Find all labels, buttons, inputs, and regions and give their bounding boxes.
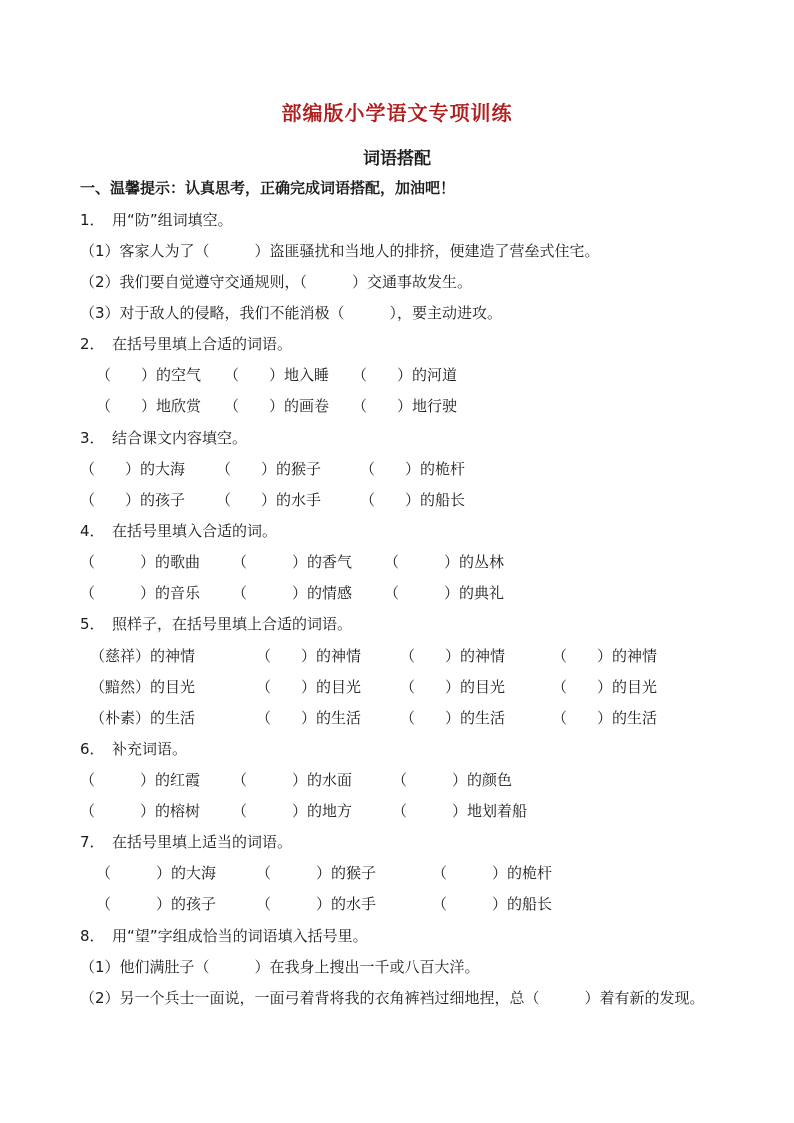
question-6-prompt: 6． 补充词语。 — [80, 740, 188, 758]
question-5-item: （ ）的生活 — [400, 709, 506, 727]
question-4-item: （ ）的香气 — [232, 553, 353, 571]
question-3-prompt: 3． 结合课文内容填空。 — [80, 429, 248, 447]
question-8-sentence-2: （2）另一个兵士一面说，一面弓着背将我的衣角裤裆过细地捏，总（ ）着有新的发现。 — [80, 989, 705, 1007]
question-7-item: （ ）的桅杆 — [432, 864, 553, 882]
question-3-item: （ ）的大海 — [80, 460, 186, 478]
question-5-item: （ ）的神情 — [552, 647, 658, 665]
question-1-sentence-3: （3）对于敌人的侵略，我们不能消极（ ），要主动进攻。 — [80, 304, 503, 322]
question-2-item: （ ）的画卷 — [224, 397, 330, 415]
question-6-item: （ ）的地方 — [232, 802, 353, 820]
page-title: 部编版小学语文专项训练 — [281, 101, 513, 125]
question-8-sentence-1: （1）他们满肚子（ ）在我身上搜出一千或八百大洋。 — [80, 958, 480, 976]
question-5-item: （ ）的目光 — [552, 678, 658, 696]
question-6-item: （ ）的榕树 — [80, 802, 201, 820]
question-7-item: （ ）的猴子 — [256, 864, 377, 882]
question-4-item: （ ）的情感 — [232, 584, 353, 602]
page-subtitle: 词语搭配 — [363, 149, 431, 169]
question-2-item: （ ）地行驶 — [352, 397, 458, 415]
question-5-item: （ ）的生活 — [256, 709, 362, 727]
question-2-item: （ ）地入睡 — [224, 366, 330, 384]
question-4-prompt: 4． 在括号里填入合适的词。 — [80, 522, 278, 540]
question-5-prompt: 5． 照样子，在括号里填上合适的词语。 — [80, 615, 353, 633]
question-8-prompt: 8． 用“望”字组成恰当的词语填入括号里。 — [80, 927, 368, 945]
question-7-item: （ ）的水手 — [256, 895, 377, 913]
question-7-item: （ ）的孩子 — [96, 895, 217, 913]
question-3-item: （ ）的水手 — [216, 491, 322, 509]
question-4-item: （ ）的歌曲 — [80, 553, 201, 571]
question-5-example: （黯然）的目光 — [90, 678, 196, 696]
question-5-item: （ ）的目光 — [256, 678, 362, 696]
question-6-item: （ ）的水面 — [232, 771, 353, 789]
question-3-item: （ ）的猴子 — [216, 460, 322, 478]
question-2-item: （ ）的河道 — [352, 366, 458, 384]
question-6-item: （ ）地划着船 — [392, 802, 528, 820]
question-5-item: （ ）的神情 — [400, 647, 506, 665]
question-3-item: （ ）的船长 — [360, 491, 466, 509]
question-5-example: （慈祥）的神情 — [90, 647, 196, 665]
question-1-sentence-1: （1）客家人为了（ ）盗匪骚扰和当地人的排挤，便建造了营垒式住宅。 — [80, 242, 600, 260]
question-5-item: （ ）的神情 — [256, 647, 362, 665]
question-1-prompt: 1． 用“防”组词填空。 — [80, 211, 233, 229]
question-2-prompt: 2． 在括号里填上合适的词语。 — [80, 335, 293, 353]
question-7-prompt: 7． 在括号里填上适当的词语。 — [80, 833, 293, 851]
question-7-item: （ ）的大海 — [96, 864, 217, 882]
question-1-sentence-2: （2）我们要自觉遵守交通规则，（ ）交通事故发生。 — [80, 273, 473, 291]
question-5-example: （朴素）的生活 — [90, 709, 196, 727]
question-5-item: （ ）的生活 — [552, 709, 658, 727]
question-2-item: （ ）的空气 — [96, 366, 202, 384]
question-2-item: （ ）地欣赏 — [96, 397, 202, 415]
question-3-item: （ ）的桅杆 — [360, 460, 466, 478]
section-heading: 一、温馨提示：认真思考，正确完成词语搭配，加油吧！ — [80, 179, 456, 197]
question-4-item: （ ）的典礼 — [384, 584, 505, 602]
question-4-item: （ ）的丛林 — [384, 553, 505, 571]
question-6-item: （ ）的颜色 — [392, 771, 513, 789]
question-6-item: （ ）的红霞 — [80, 771, 201, 789]
question-3-item: （ ）的孩子 — [80, 491, 186, 509]
question-7-item: （ ）的船长 — [432, 895, 553, 913]
question-5-item: （ ）的目光 — [400, 678, 506, 696]
question-4-item: （ ）的音乐 — [80, 584, 201, 602]
